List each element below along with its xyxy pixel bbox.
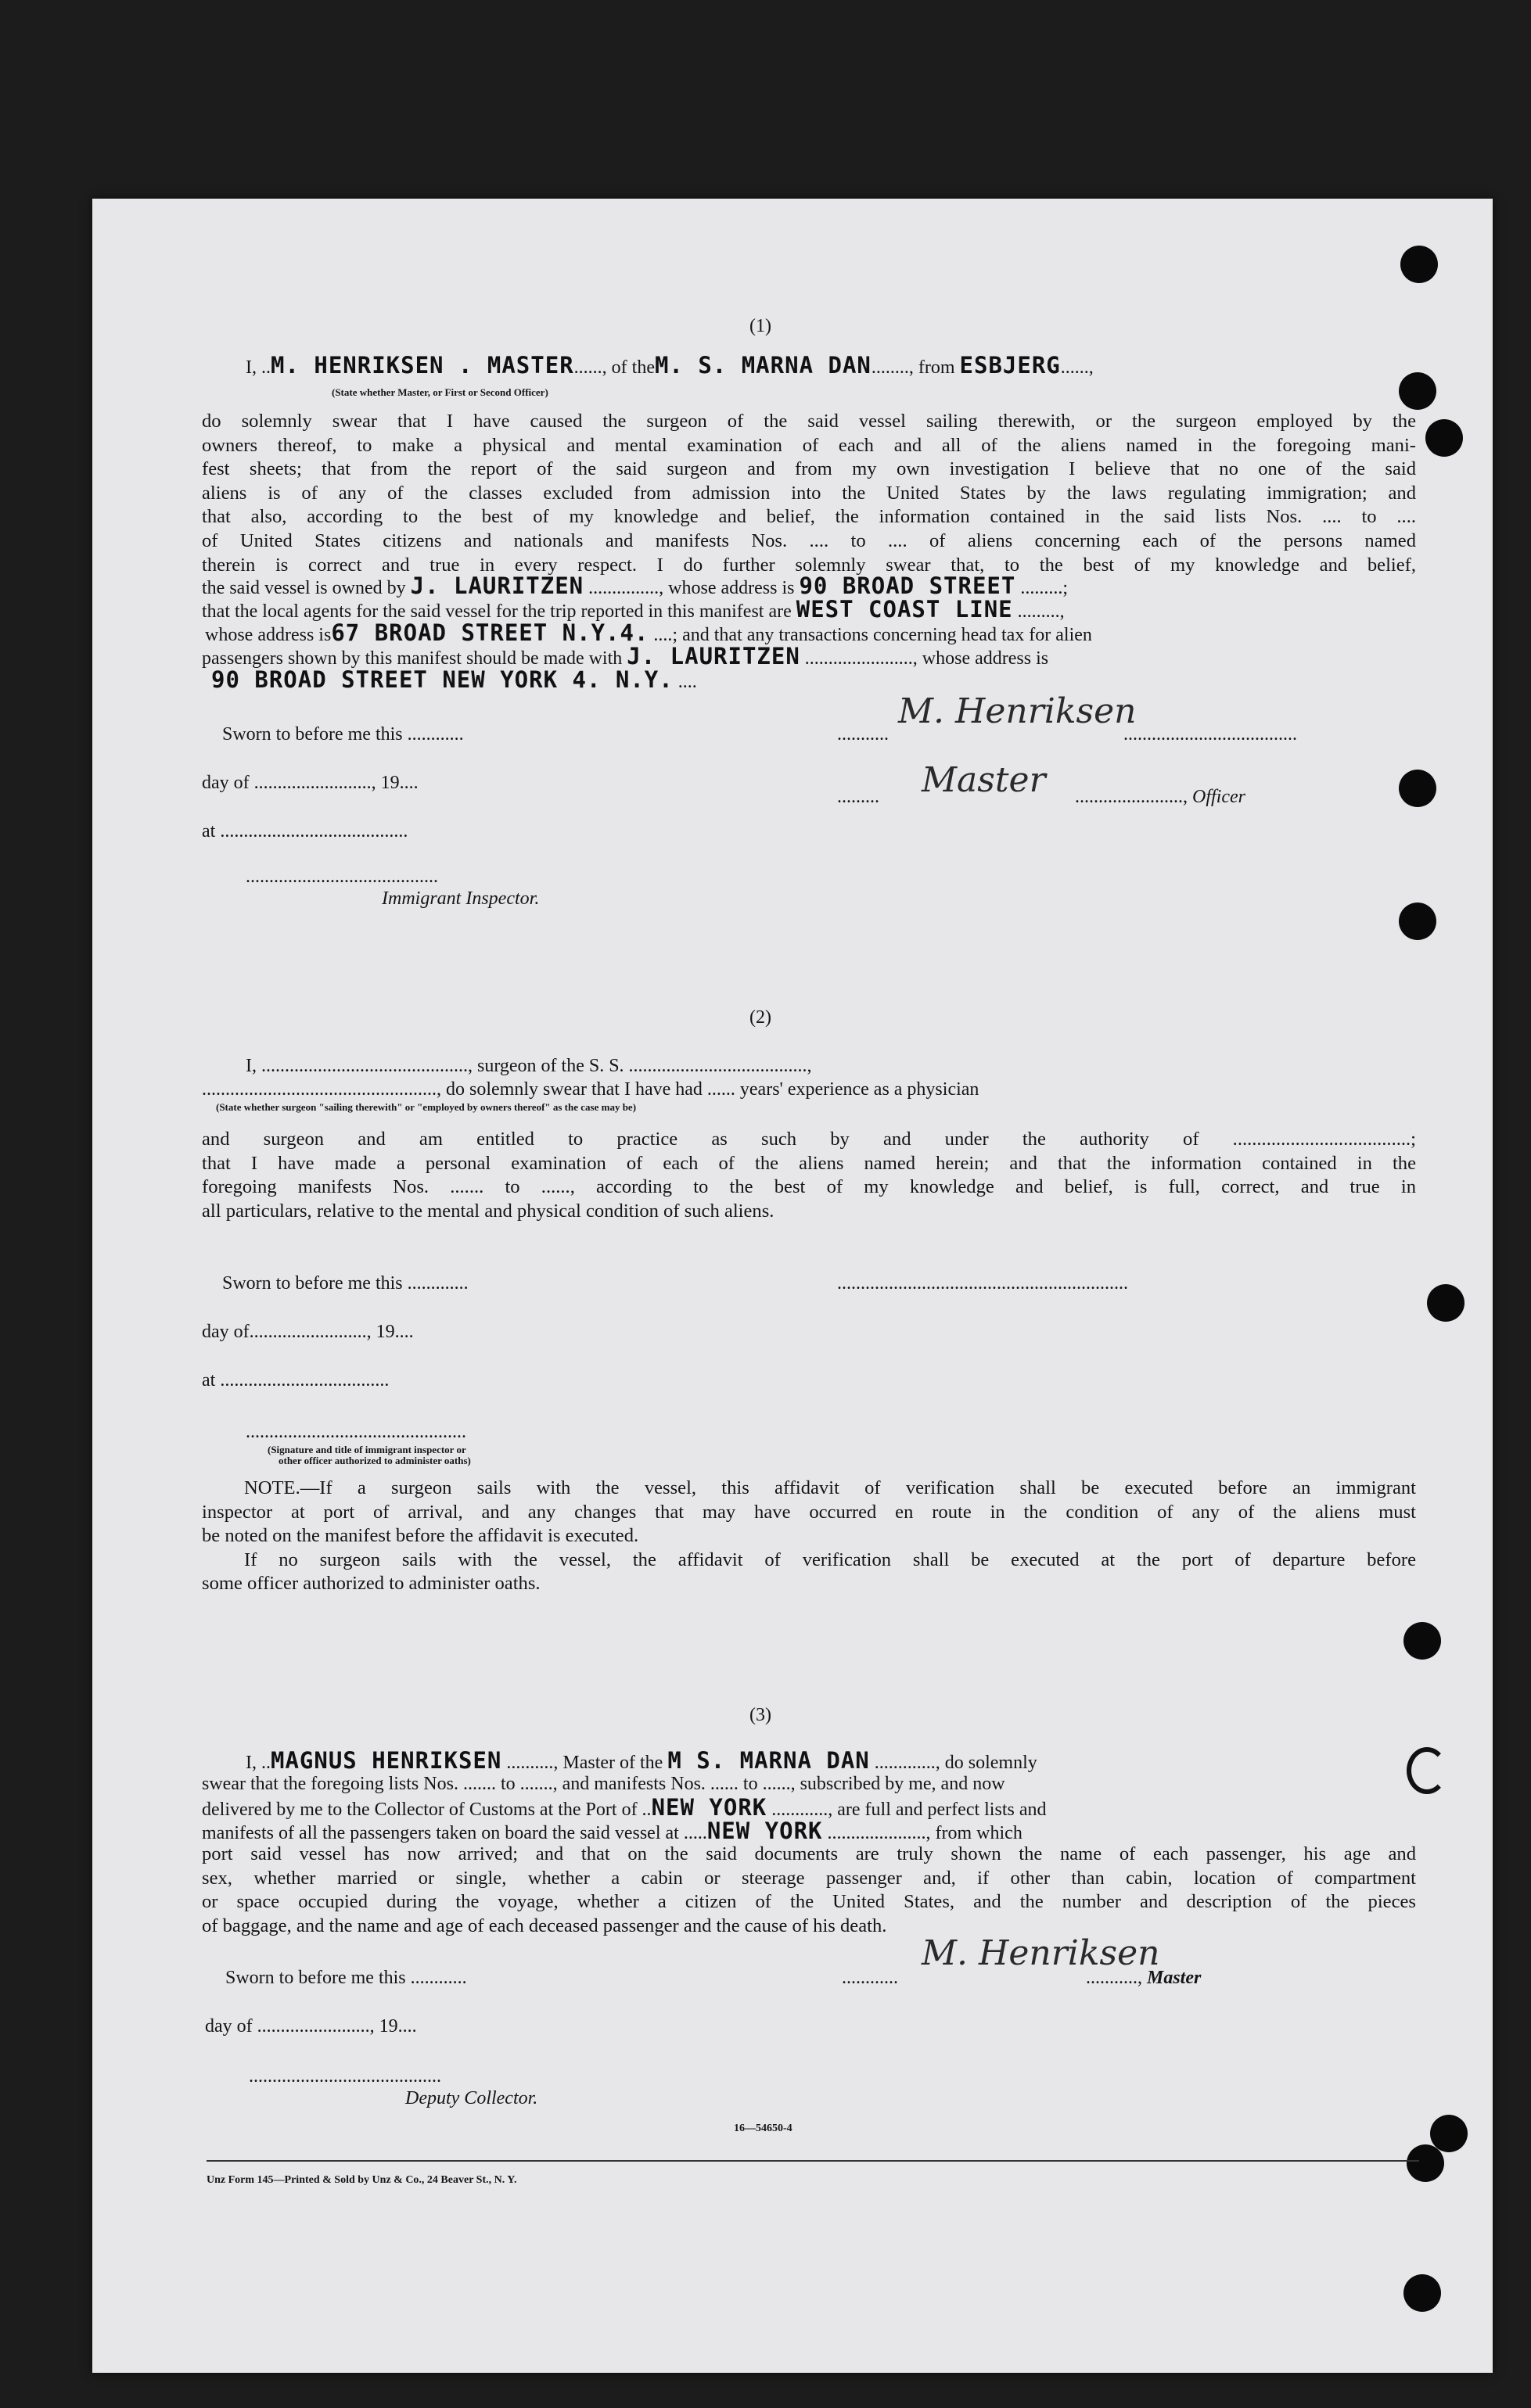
section-3-sworn: Sworn to before me this ............ — [225, 1968, 467, 1988]
owner-address-stamp: 90 BROAD STREET — [799, 572, 1016, 599]
punch-hole — [1403, 2274, 1441, 2312]
section-1-inspector-label: Immigrant Inspector. — [382, 888, 540, 909]
section-2-signature-line: ............................................... — [246, 1422, 466, 1442]
section-1-sworn: Sworn to before me this ............ — [222, 724, 464, 745]
master-signature-3: M. Henriksen — [922, 1933, 1160, 1973]
document-page — [92, 199, 1493, 2373]
punch-hole — [1400, 246, 1438, 283]
surgeon-note: NOTE.—If a surgeon sails with the vessel, this affidavit of verification shall be executed before an immigrant inspector at port of arrival, and any changes that may have occurred en route in the condition of any of the aliens must be noted on the manifest before the affidavit is executed. If no surgeon sails with the vessel, the affidavit of verification shall be executed at the port of departure before some officer authorized to administer oaths. — [202, 1477, 1416, 1595]
section-1-opening-line: I, ..M. HENRIKSEN . MASTER......, of theM. S. MARNA DAN........, from ESBJERG......, — [246, 352, 1094, 379]
master-title-signature: Master — [922, 760, 1046, 800]
section-3-collector-label: Deputy Collector. — [405, 2088, 538, 2108]
section-3-day: day of ........................, 19.... — [205, 2016, 417, 2037]
punch-hole — [1407, 2144, 1444, 2182]
punch-hole — [1430, 2115, 1468, 2152]
punch-hole — [1399, 770, 1436, 807]
section-3-vessel-stamp: M S. MARNA DAN — [667, 1747, 870, 1774]
section-3-line-3: delivered by me to the Collector of Customs at the Port of ..NEW YORK ............, are full and perfect lists and — [202, 1794, 1047, 1821]
punch-hole — [1427, 1284, 1465, 1322]
section-3-line-2: swear that the foregoing lists Nos. ....... to ......., and manifests Nos. ...... to ......, subscribed by me, and now — [202, 1774, 1005, 1794]
printer-footer: Unz Form 145—Printed & Sold by Unz & Co., 24 Beaver St., N. Y. — [207, 2174, 517, 2186]
section-2-hint: (State whether surgeon "sailing therewith" or "employed by owners thereof" as the case may be) — [216, 1101, 637, 1113]
punch-hole — [1403, 1622, 1441, 1660]
section-1-oath-text: do solemnly swear that I have caused the surgeon of the said vessel sailing therewith, or the surgeon employed by the owners thereof, to make a physical and mental examination of each and all of the aliens named in the foregoing mani- fest sheets; that from the report of the said surgeon and from my own investigation I believe that no one of the said aliens is of any of the classes excluded from admission into the United States by the laws regulating immigration; and that also, according to the best of my knowledge and belief, the information contained in the said lists Nos. .... to .... of United States citizens and nationals and manifests Nos. .... to .... of aliens concerning each of the persons named therein is correct and true in every respect. I do further solemnly swear that, to the best of my knowledge and belief, — [202, 411, 1416, 576]
section-2-line-2: .................................................., do solemnly swear that I have had ...... years' experience as a physician — [202, 1079, 979, 1100]
agent-address-stamp: 67 BROAD STREET N.Y.4. — [331, 619, 649, 646]
section-3-line-4: manifests of all the passengers taken on board the said vessel at .....NEW YORK ....................., from which — [202, 1818, 1022, 1844]
section-1-signature-line: ........... ..................................... — [837, 724, 1297, 745]
section-2-oath-text: and surgeon and am entitled to practice as such by and under the authority of .....................................; that I have made a personal examination of each of the aliens named herein; and that the information contained in the foregoing manifests Nos. ....... to ......, according to the best of my knowledge and belief, is full, correct, and true in all particulars, relative to the mental and physical condition of such aliens. — [202, 1129, 1416, 1222]
agents-line: that the local agents for the said vessel for the trip reported in this manifest are WEST COAST LINE ........., — [202, 596, 1065, 623]
section-1-number: (1) — [749, 316, 771, 336]
section-2-signature-hint-1: (Signature and title of immigrant inspector or — [268, 1444, 466, 1455]
section-1-day: day of ........................., 19.... — [202, 773, 419, 793]
section-1-at: at ........................................ — [202, 821, 408, 842]
owner-line: the said vessel is owned by J. LAURITZEN ..............., whose address is 90 BROAD STREET .........; — [202, 572, 1069, 599]
section-3-signature-line: ............ ..........., Master — [842, 1968, 1202, 1988]
owner-stamp: J. LAURITZEN — [410, 572, 584, 599]
section-3-collector-dots: ......................................... — [249, 2066, 441, 2087]
punch-hole-ring — [1407, 1747, 1447, 1794]
punch-hole — [1399, 372, 1436, 410]
section-2-day: day of........................., 19.... — [202, 1322, 414, 1342]
arrival-port-stamp: NEW YORK — [651, 1794, 767, 1821]
footer-divider — [207, 2160, 1419, 2162]
master-full-name-stamp: MAGNUS HENRIKSEN — [271, 1747, 502, 1774]
agent-address-line: whose address is67 BROAD STREET N.Y.4. ....; and that any transactions concerning head tax for alien — [205, 619, 1092, 646]
section-1-inspector-dots: ......................................... — [246, 867, 438, 887]
section-1-title-line: ......... ......................., Officer — [837, 787, 1245, 807]
head-tax-address-line: 90 BROAD STREET NEW YORK 4. N.Y. .... — [211, 666, 697, 693]
departure-port-stamp: ESBJERG — [959, 352, 1061, 379]
form-number: 16—54650-4 — [734, 2123, 792, 2134]
section-2-number: (2) — [749, 1007, 771, 1028]
section-3-line-1: I, ..MAGNUS HENRIKSEN .........., Master of the M S. MARNA DAN ............., do solemnly — [246, 1747, 1037, 1774]
master-signature-1: M. Henriksen — [898, 691, 1137, 731]
section-2-signature-hint-2: other officer authorized to administer oaths) — [279, 1455, 471, 1466]
section-2-sworn: Sworn to before me this ............. — [222, 1273, 469, 1294]
head-tax-line: passengers shown by this manifest should be made with J. LAURITZEN ......................., whose address is — [202, 643, 1049, 669]
punch-hole — [1399, 903, 1436, 940]
boarding-port-stamp: NEW YORK — [706, 1818, 823, 1844]
section-1-hint: (State whether Master, or First or Second Officer) — [332, 386, 548, 398]
punch-hole — [1425, 419, 1463, 457]
head-tax-address-stamp: 90 BROAD STREET NEW YORK 4. N.Y. — [211, 666, 674, 693]
section-2-at: at .................................... — [202, 1370, 390, 1391]
section-2-signature-dots: .............................................................. — [837, 1273, 1128, 1294]
section-3-number: (3) — [749, 1705, 771, 1725]
head-tax-party-stamp: J. LAURITZEN — [627, 643, 800, 669]
master-name-stamp: M. HENRIKSEN . MASTER — [271, 352, 574, 379]
section-3-oath-text: port said vessel has now arrived; and that on the said documents are truly shown the name of each passenger, his age and sex, whether married or single, whether a cabin or steerage passenger and, if other than cabin, location of compartment or space occupied during the voyage, whether a citizen of the United States, and the number and description of the pieces of baggage, and the name and age of each deceased passenger and the cause of his death. — [202, 1843, 1416, 1936]
agent-stamp: WEST COAST LINE — [796, 596, 1013, 623]
vessel-name-stamp: M. S. MARNA DAN — [654, 352, 872, 379]
section-2-line-1: I, ............................................, surgeon of the S. S. ......................................, — [246, 1056, 812, 1076]
